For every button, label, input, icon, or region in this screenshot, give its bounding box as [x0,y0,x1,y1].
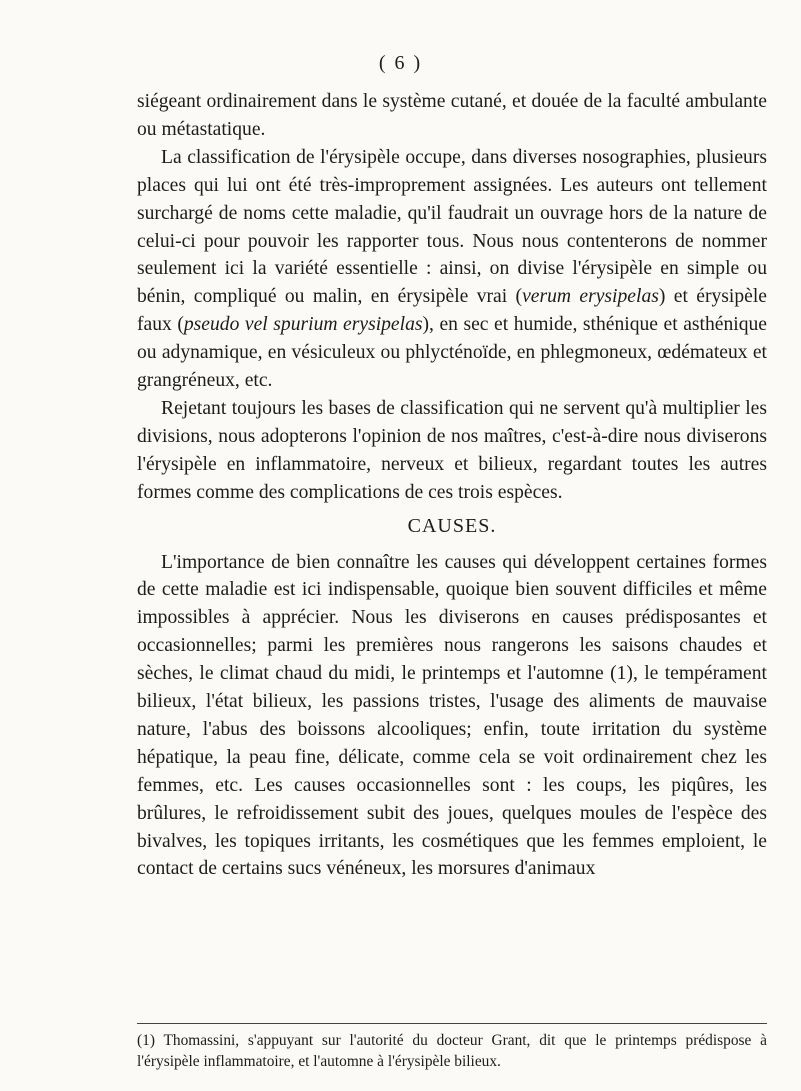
text-run: L'importance de bien connaître les causes qui développent certaines formes de cette maladie est ici indispensable, quoique bien souvent difficiles et même impossibles à apprécier. Nous les diviserons en causes prédisposantes et occasionnelles; parmi les premières nous rangerons les saisons chaudes et sèches, le climat chaud du midi, le printemps et l'automne (1), le tempérament bilieux, l'état bilieux, les passions tristes, l'usage des aliments de mauvaise nature, l'abus des boissons alcooliques; enfin, toute irritation du système hépatique, la peau fine, délicate, comme cela se voit ordinairement chez les femmes, etc. Les causes occasionnelles sont : les coups, les piqûres, les brûlures, le refroidissement subit des joues, quelques moules de l'espèce des bivalves, les topiques irritants, les cosmétiques que les femmes emploient, le contact de certains sucs vénéneux, les morsures d'animaux [137,551,767,880]
paragraph-classification [137,144,767,395]
footnote-divider [137,1023,767,1024]
paragraph-causes [137,549,767,884]
footnote: (1) Thomassini, s'appuyant sur l'autorité du docteur Grant, dit que le printemps prédispose à l'érysipèle inflammatoire, et l'automne à l'érysipèle bilieux. [137,1032,767,1070]
page-number: ( 6 ) [378,52,423,74]
section-title: CAUSES. [407,514,497,537]
paragraph-division [137,395,767,507]
body-text [137,88,767,883]
latin-term: verum erysipelas [522,286,659,308]
latin-term: pseudo vel spurium erysipelas [183,314,423,336]
text-run: ) et érysipèle faux ( [137,286,768,336]
text-run: Rejetant toujours les bases de classification qui ne servent qu'à multiplier les divisions, nous adopterons l'opinion de nos maîtres, c'est-à-dire nous diviserons l'érysipèle en inflammatoire, nerveux et bilieux, regardant toutes les autres formes comme des complications de ces trois espèces. [137,397,767,503]
paragraph-continuation [137,88,767,144]
text-run: ), en sec et humide, sthénique et asthénique ou adynamique, en vésiculeux ou phlycténoïde, en phlegmoneux, œdémateux et grangréneux, etc. [137,314,767,392]
text-run: La classification de l'érysipèle occupe, dans diverses nosographies, plusieurs places qui lui ont été très-improprement assignées. Les auteurs ont tellement surchargé de noms cette maladie, qu'il faudrait un ouvrage hors de la nature de celui-ci pour pouvoir les rapporter tous. Nous nous contenterons de nommer seulement ici la variété essentielle : ainsi, on divise l'érysipèle en simple ou bénin, compliqué ou malin, en érysipèle vrai ( [137,146,767,308]
text-run: siégeant ordinairement dans le système cutané, et douée de la faculté ambulante ou métastatique. [137,91,767,140]
